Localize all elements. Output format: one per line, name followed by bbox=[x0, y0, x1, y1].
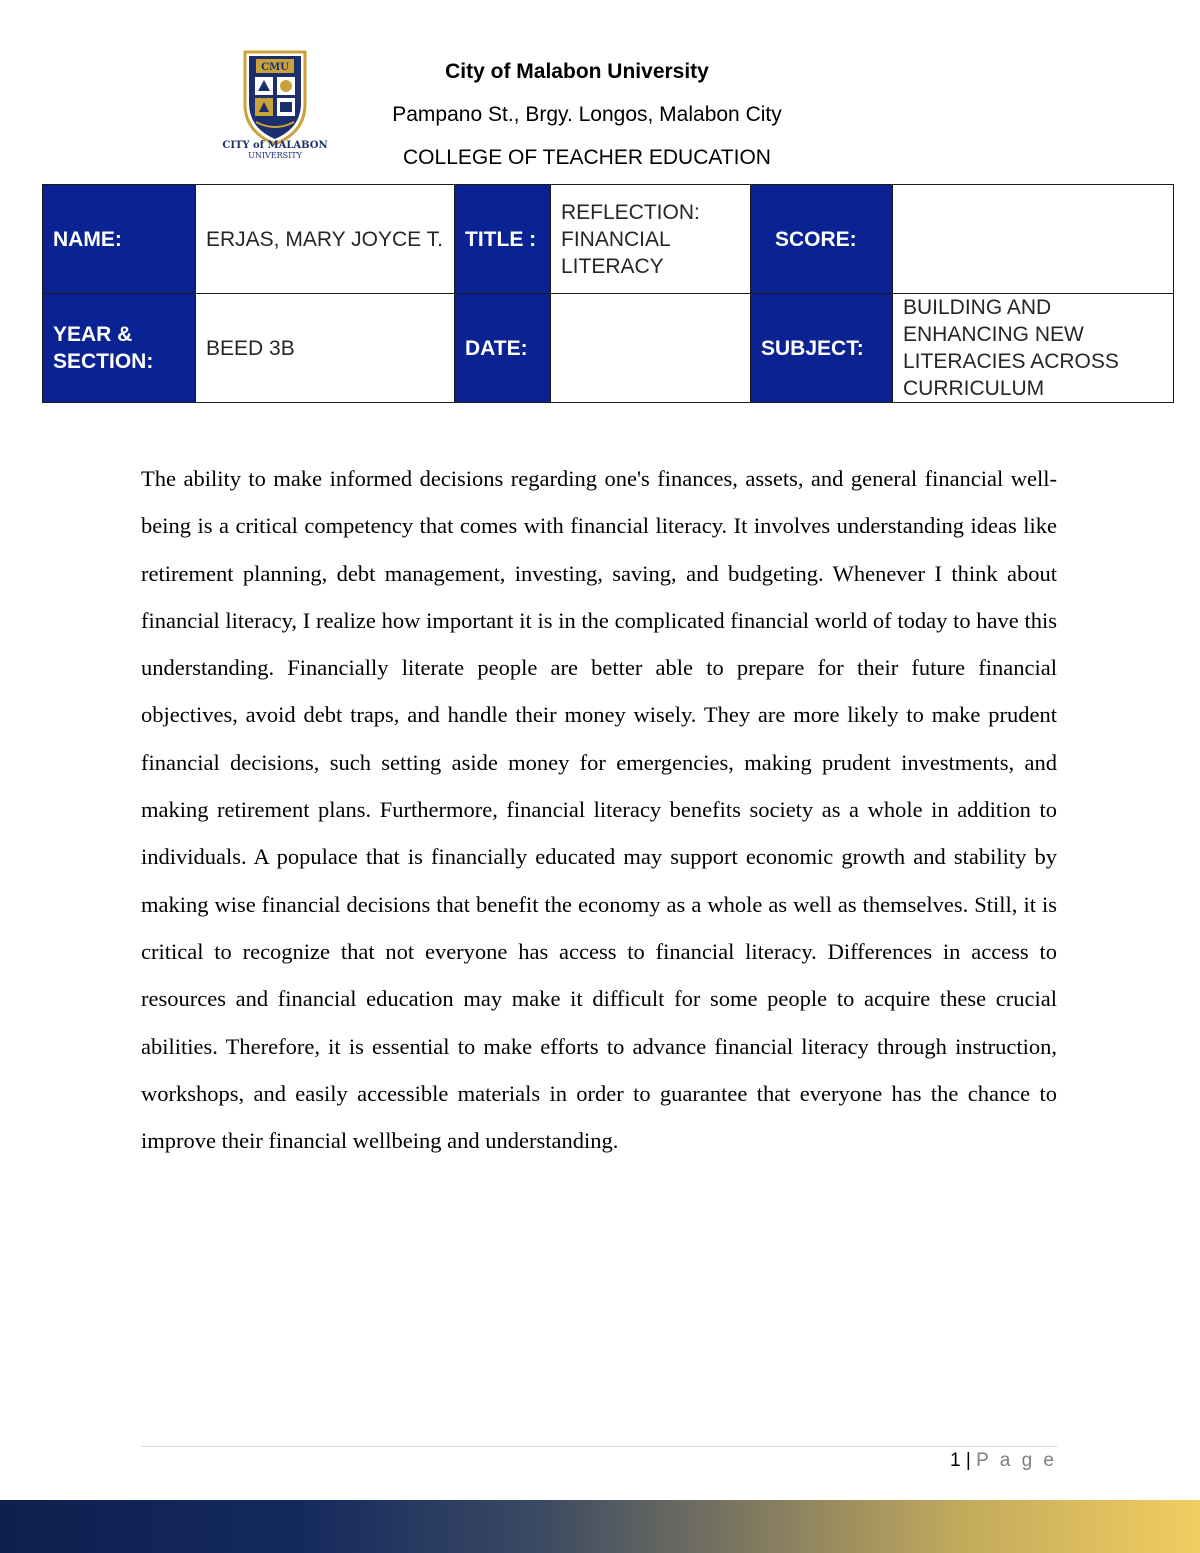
title-label: TITLE : bbox=[455, 185, 551, 294]
page-word: P a g e bbox=[976, 1450, 1057, 1471]
score-label: SCORE: bbox=[751, 185, 893, 294]
year-section-value: BEED 3B bbox=[196, 294, 455, 403]
footer-divider bbox=[141, 1446, 1057, 1447]
college-name: COLLEGE OF TEACHER EDUCATION bbox=[403, 146, 771, 169]
subject-label: SUBJECT: bbox=[751, 294, 893, 403]
svg-text:UNIVERSITY: UNIVERSITY bbox=[248, 151, 302, 160]
year-section-label: YEAR & SECTION: bbox=[43, 294, 196, 403]
page-number-value: 1 bbox=[950, 1450, 961, 1471]
name-label: NAME: bbox=[43, 185, 196, 294]
date-value bbox=[551, 294, 751, 403]
university-name: City of Malabon University bbox=[445, 60, 709, 83]
reflection-paragraph: The ability to make informed decisions regarding one's finances, assets, and general financial well-being is a critical competency that comes with financial literacy. It involves understanding ideas like retirement planning, debt management, investing, saving, and budgeting. Whenever I think about financial literacy, I realize how important it is in the complicated financial world of today to have this understanding. Financially literate people are better able to prepare for their future financial objectives, avoid debt traps, and handle their money wisely. They are more likely to make prudent financial decisions, such setting aside money for emergencies, making prudent investments, and making retirement plans. Furthermore, financial literacy benefits society as a whole in addition to individuals. A populace that is financially educated may support economic growth and stability by making wise financial decisions that benefit the economy as a whole as well as themselves. Still, it is critical to recognize that not everyone has access to financial literacy. Differences in access to resources and financial education may make it difficult for some people to acquire these crucial abilities. Therefore, it is essential to make efforts to advance financial literacy through instruction, workshops, and easily accessible materials in order to guarantee that everyone has the chance to improve their financial wellbeing and understanding. bbox=[141, 466, 1057, 1154]
title-value: REFLECTION: FINANCIAL LITERACY bbox=[551, 185, 751, 294]
info-row-1 bbox=[43, 185, 1174, 294]
page-number bbox=[950, 1450, 1057, 1472]
university-address: Pampano St., Brgy. Longos, Malabon City bbox=[392, 103, 782, 126]
score-value bbox=[893, 185, 1174, 294]
info-row-2 bbox=[43, 294, 1174, 403]
svg-text:CITY of MALABON: CITY of MALABON bbox=[222, 140, 328, 151]
footer-color-band bbox=[0, 1500, 1200, 1553]
svg-text:CMU: CMU bbox=[261, 62, 289, 73]
student-info-table bbox=[42, 184, 1174, 403]
date-label: DATE: bbox=[455, 294, 551, 403]
name-value: ERJAS, MARY JOYCE T. bbox=[196, 185, 455, 294]
page-number-separator: | bbox=[960, 1450, 977, 1471]
subject-value: BUILDING AND ENHANCING NEW LITERACIES ACROSS CURRICULUM bbox=[893, 294, 1174, 403]
